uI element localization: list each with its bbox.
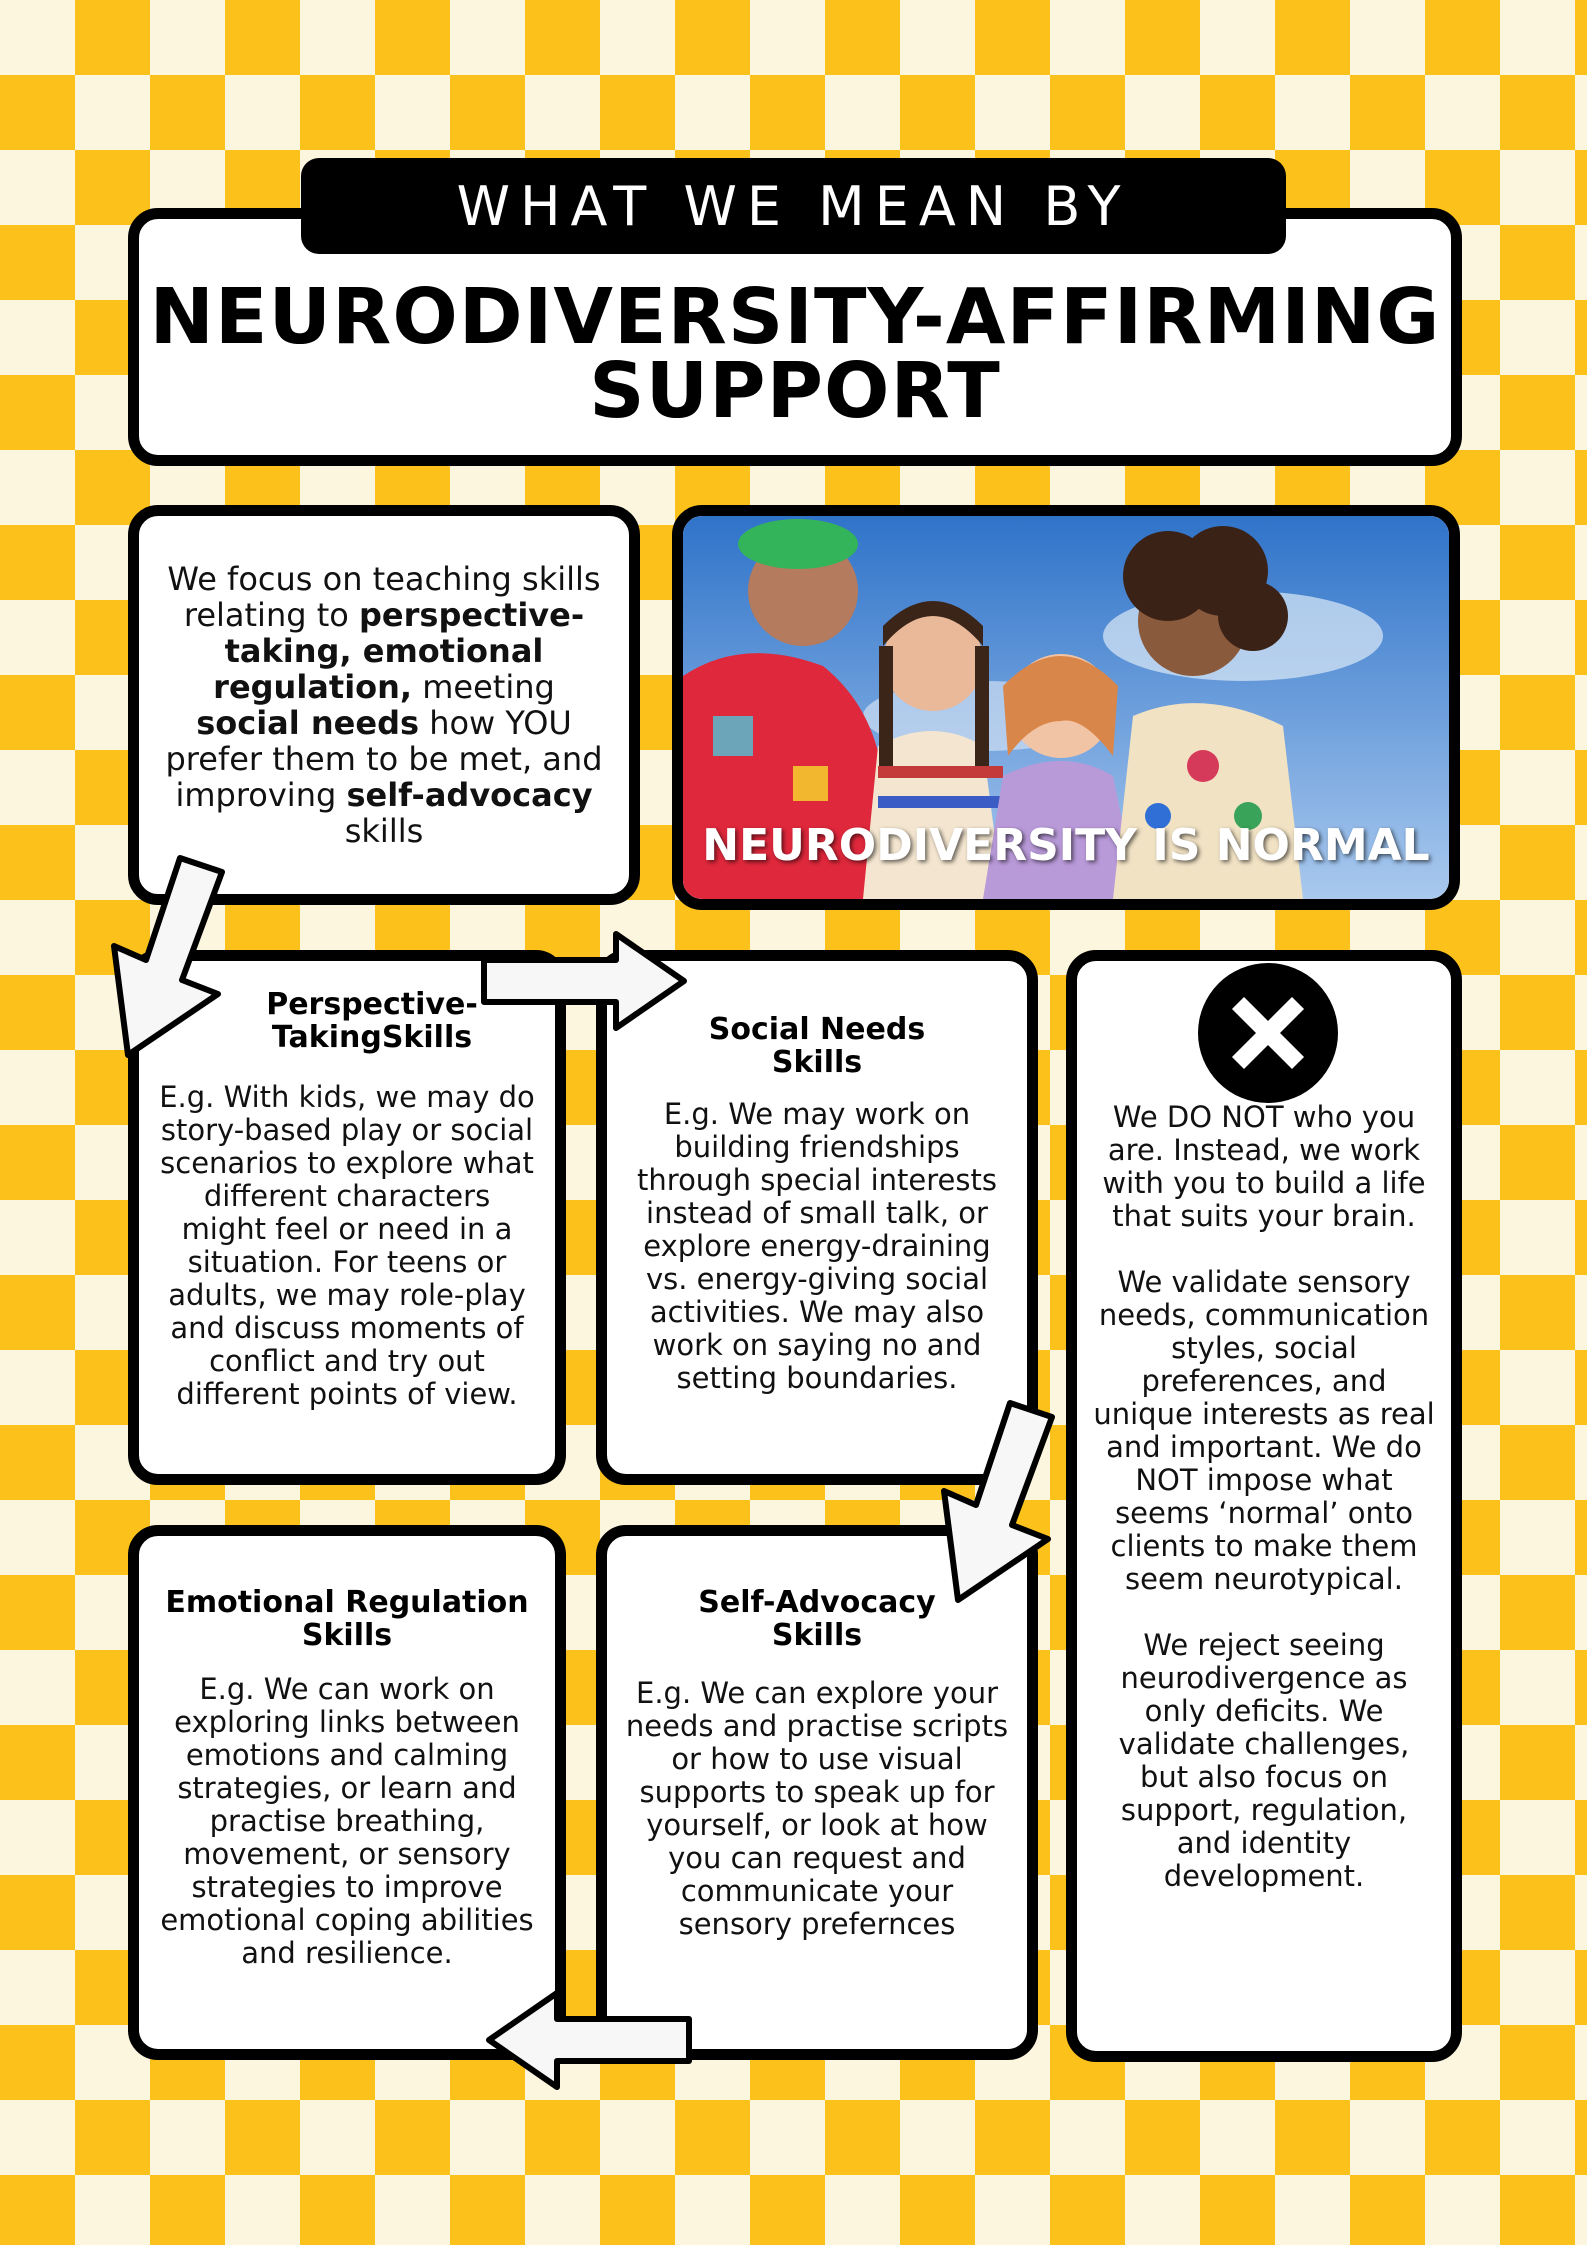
intro-text: We focus on teaching skills relating to perspective-taking, emotional regulation, meeting social needs how YOU prefer them to be met, and improving self-advocacy skills xyxy=(165,560,603,850)
not-paragraph-2: We validate sensory needs, communication styles, social preferences, and unique interests as real and important. We do NOT impose what seems ‘normal’ onto clients to make them seem neurotypical. xyxy=(1093,1265,1435,1596)
emotional-regulation-body: E.g. We can work on exploring links between emotions and calming strategies, or learn and practise breathing, movement, or sensory strategies to improve emotional coping abilities and resilience. xyxy=(160,1672,534,1970)
not-card-body xyxy=(1091,1101,1437,1926)
emotional-regulation-title: Emotional Regulation Skills xyxy=(165,1585,529,1653)
self-advocacy-title: Self-Advocacy Skills xyxy=(698,1585,936,1653)
arrow-down-left-icon xyxy=(100,850,240,1070)
social-needs-title: Social Needs Skills xyxy=(708,1012,926,1080)
not-paragraph-1: We DO NOT who you are. Instead, we work with you to build a life that suits your brain. xyxy=(1102,1100,1426,1233)
not-paragraph-3: We reject seeing neurodivergence as only deficits. We validate challenges, but also focus on support, regulation, and identity development. xyxy=(1118,1628,1410,1893)
photo-card xyxy=(672,505,1460,910)
social-needs-body: E.g. We may work on building friendships through special interests instead of small talk, or explore energy-draining vs. energy-giving social activities. We may also work on saying no and setting boundaries. xyxy=(637,1097,997,1395)
arrow-down-left-icon-2 xyxy=(930,1395,1070,1615)
perspective-taking-body: E.g. With kids, we may do story-based play or social scenarios to explore what different characters might feel or need in a situation. For teens or adults, we may role-play and discuss moments of conflict and try out different points of view. xyxy=(159,1080,535,1411)
photo-caption: NEURODIVERSITY IS NORMAL xyxy=(702,820,1430,871)
page-title xyxy=(139,273,1451,436)
close-icon xyxy=(1198,963,1338,1103)
title-line-2: SUPPORT xyxy=(589,347,1001,436)
self-advocacy-body: E.g. We can explore your needs and practise scripts or how to use visual supports to speak up for yourself, or look at how you can request and communicate your sensory prefernces xyxy=(625,1676,1009,1941)
intro-card xyxy=(128,505,640,905)
perspective-taking-title: Perspective-TakingSkills xyxy=(266,987,478,1055)
title-line-1: NEURODIVERSITY-AFFIRMING xyxy=(149,273,1441,362)
arrow-left-icon xyxy=(475,1985,695,2095)
kicker-banner: WHAT WE MEAN BY xyxy=(301,158,1286,254)
arrow-right-icon xyxy=(478,926,698,1036)
emotional-regulation-card xyxy=(128,1525,566,2060)
not-card xyxy=(1066,950,1462,2062)
